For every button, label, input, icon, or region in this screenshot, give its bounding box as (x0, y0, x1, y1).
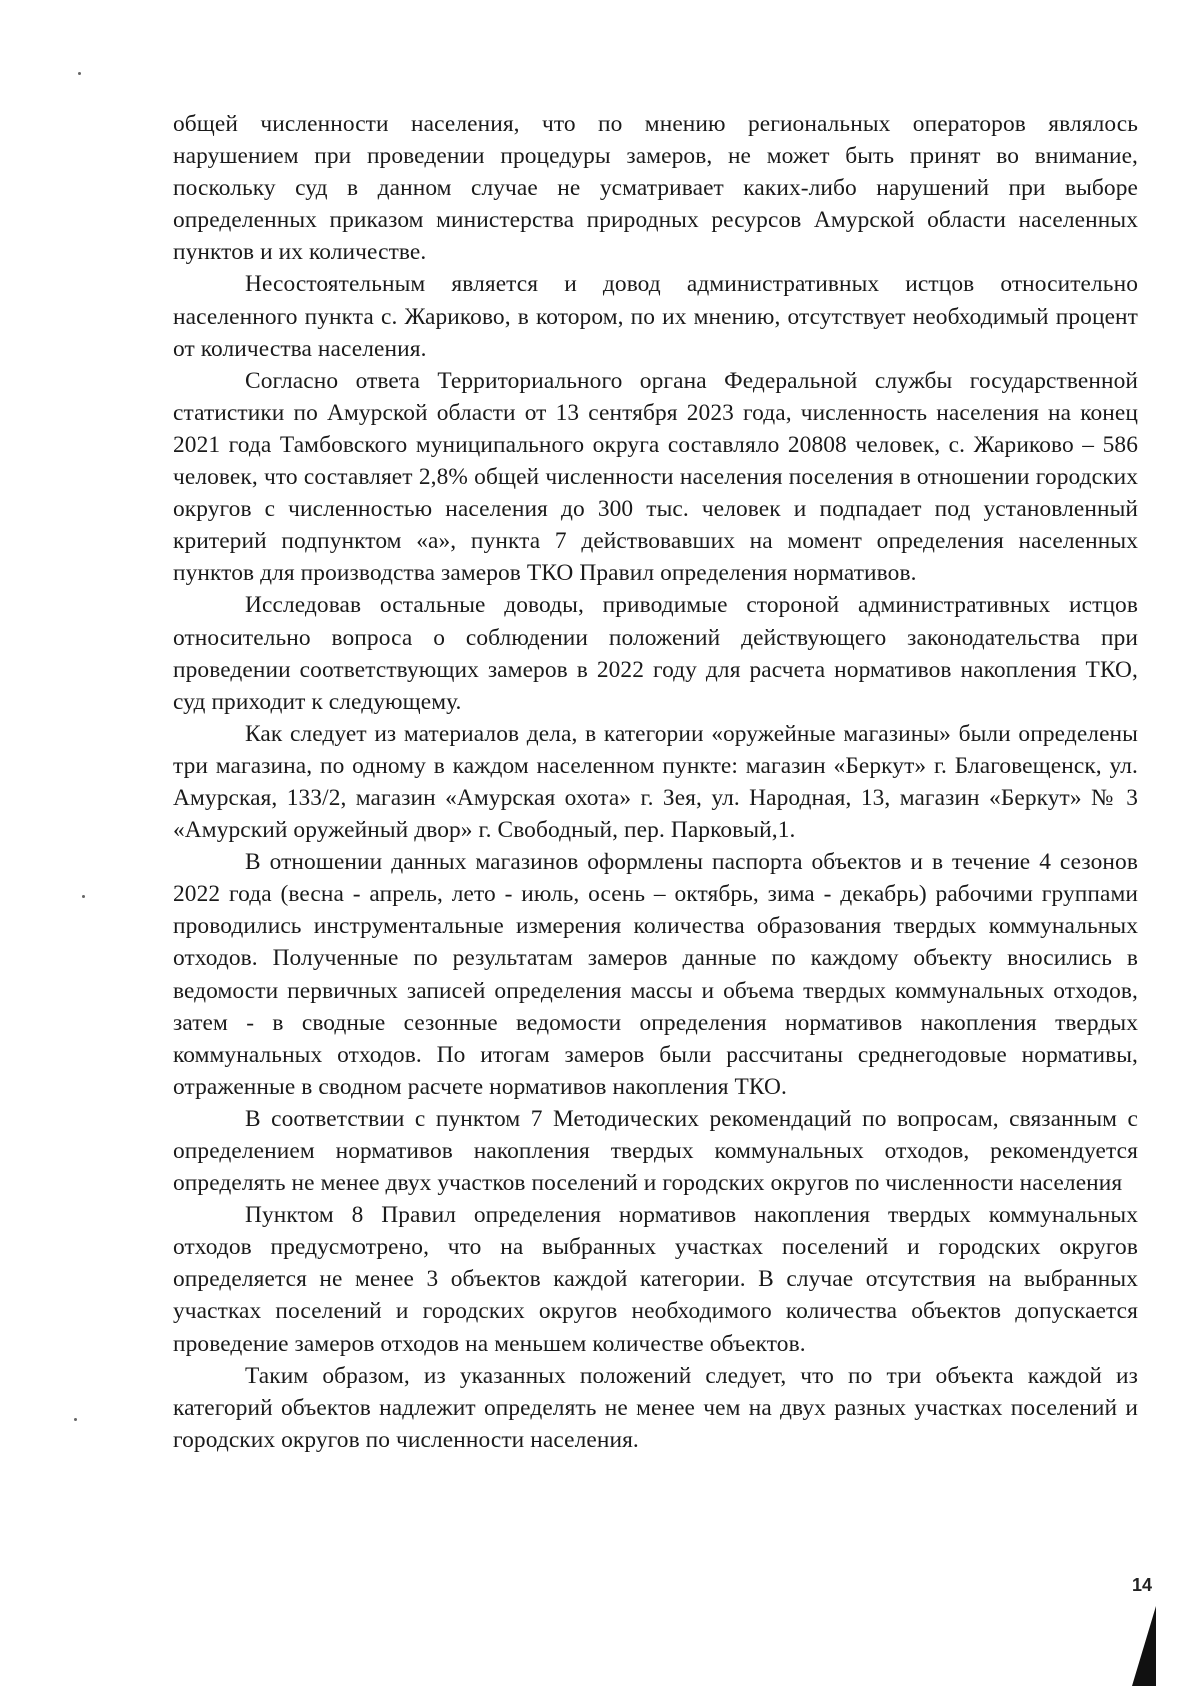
paragraph: Пунктом 8 Правил определения нормативов накопления твердых коммунальных отходов предусмотрено, что на выбранных участках поселений и городских округов определяется не менее 3 объектов каждой категории. В случае отсутствия на выбранных участках поселений и городских округов необходимого количества объектов допускается проведение замеров отходов на меньшем количестве объектов. (173, 1202, 1138, 1357)
scan-speck (82, 895, 85, 898)
paragraph: общей численности населения, что по мнению региональных операторов являлось нарушением при проведении процедуры замеров, не может быть принят во внимание, поскольку суд в данном случае не усматривает каких-либо нарушений при выборе определенных приказом министерства природных ресурсов Амурской области населенных пунктов и их количестве. (173, 111, 1138, 266)
paragraph: Как следует из материалов дела, в категории «оружейные магазины» были определены три магазина, по одному в каждом населенном пункте: магазин «Беркут» г. Благовещенск, ул. Амурская, 133/2, магазин «Амурская охота» г. Зея, ул. Народная, 13, магазин «Беркут» № 3 «Амурский оружейный двор» г. Свободный, пер. Парковый,1. (173, 720, 1138, 844)
scan-speck (78, 72, 81, 75)
scan-speck (74, 1418, 77, 1421)
paragraph: Таким образом, из указанных положений следует, что по три объекта каждой из категорий объектов надлежит определять не менее чем на двух разных участках поселений и городских округов по численности населения. (173, 1362, 1138, 1453)
paragraph: В отношении данных магазинов оформлены паспорта объектов и в течение 4 сезонов 2022 года (весна - апрель, лето - июль, осень – октябрь, зима - декабрь) рабочими группами проводились инструментальные измерения количества образования твердых коммунальных отходов. Полученные по результатам замеров данные по каждому объекту вносились в ведомости первичных записей определения массы и объема твердых коммунальных отходов, затем - в сводные сезонные ведомости определения нормативов накопления твердых коммунальных отходов. По итогам замеров были рассчитаны среднегодовые нормативы, отраженные в сводном расчете нормативов накопления ТКО. (173, 849, 1138, 1100)
page-number: 14 (1132, 1575, 1153, 1595)
paragraph: Согласно ответа Территориального органа Федеральной службы государственной статистики по Амурской области от 13 сентября 2023 года, численность населения на конец 2021 года Тамбовского муниципального округа составляло 20808 человек, с. Жариково – 586 человек, что составляет 2,8% общей численности населения поселения в отношении городских округов с численностью населения до 300 тыс. человек и подпадает под установленный критерий подпунктом «а», пункта 7 действовавших на момент определения населенных пунктов для производства замеров ТКО Правил определения нормативов. (173, 367, 1138, 587)
paragraph: В соответствии с пунктом 7 Методических рекомендаций по вопросам, связанным с определением нормативов накопления твердых коммунальных отходов, рекомендуется определять не менее двух участков поселений и городских округов по численности населения (173, 1105, 1138, 1197)
paragraph: Несостоятельным является и довод административных истцов относительно населенного пункта с. Жариково, в котором, по их мнению, отсутствует необходимый процент от количества населения. (173, 271, 1138, 362)
paragraph: Исследовав остальные доводы, приводимые стороной административных истцов относительно вопроса о соблюдении положений действующего законодательства при проведении соответствующих замеров в 2022 году для расчета нормативов накопления ТКО, суд приходит к следующему. (173, 592, 1138, 715)
document-body (173, 108, 1138, 1456)
scan-edge-mark (1132, 1606, 1156, 1686)
